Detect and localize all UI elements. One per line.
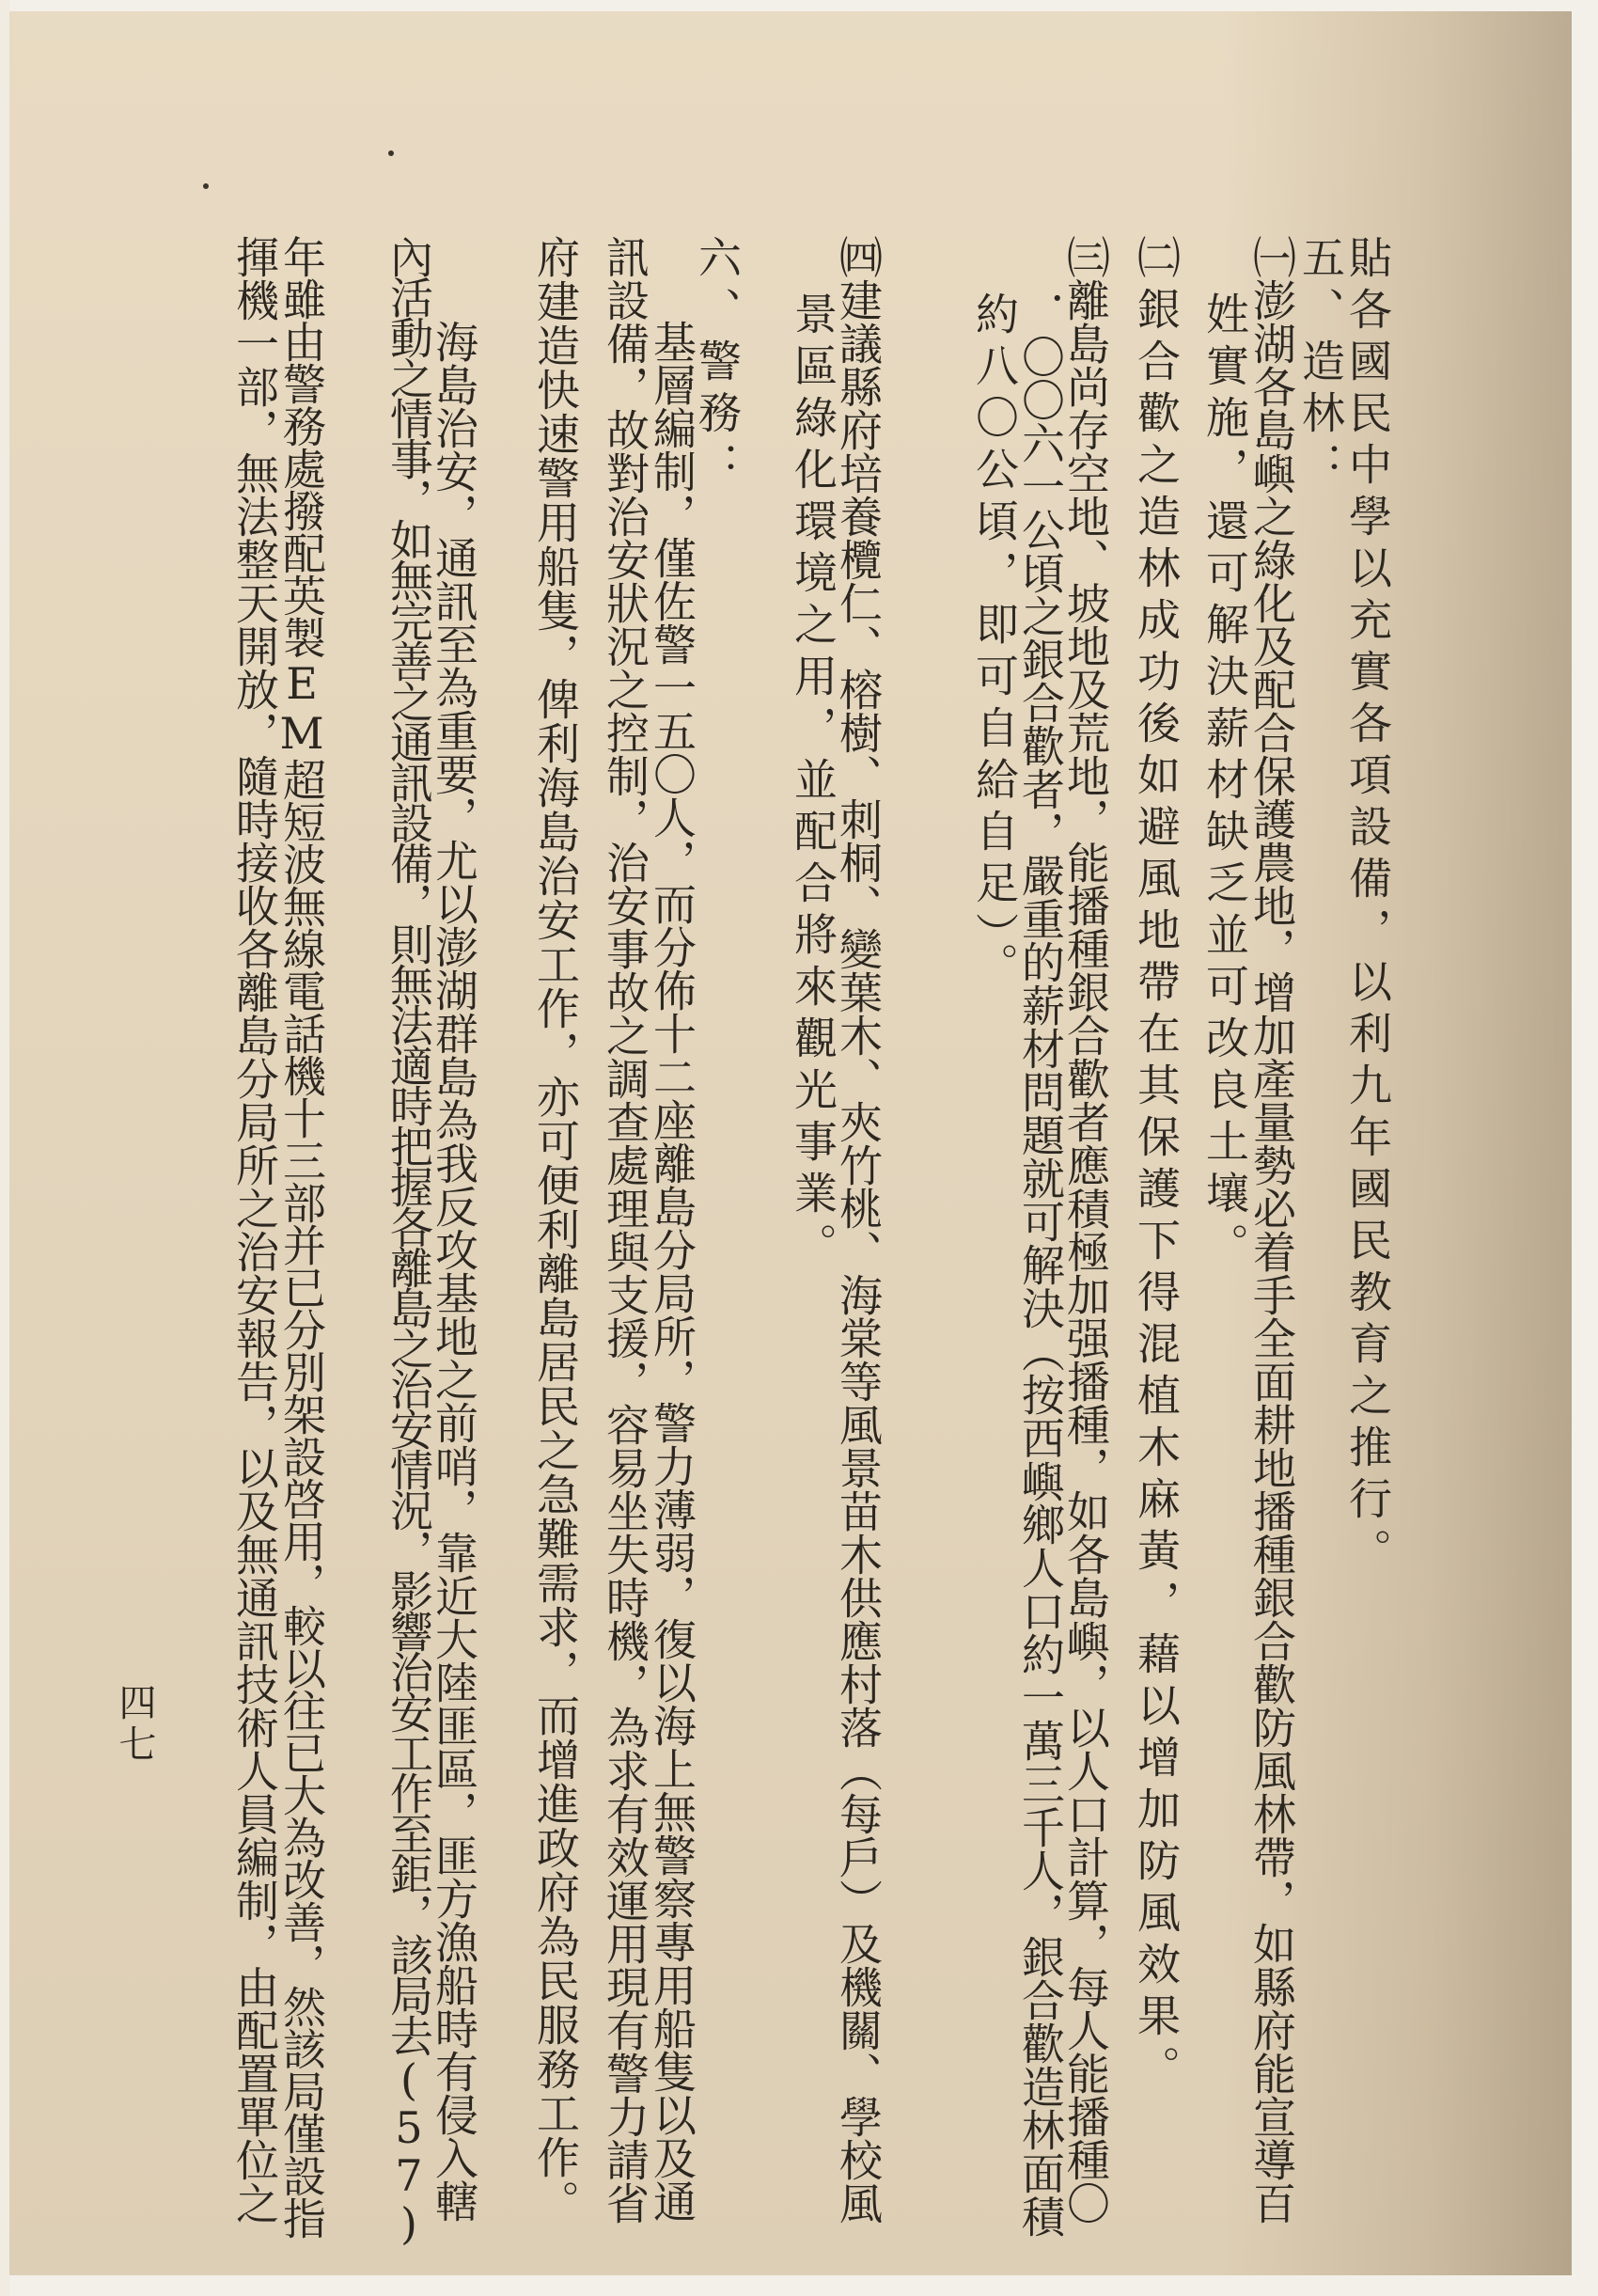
text-line: 貼各國民中學以充實各項設備，以利九年國民教育之推行。 [1342, 235, 1393, 1580]
text-line: 景區綠化環境之用，並配合將來觀光事業。 [788, 291, 838, 1274]
text-line: ㈠澎湖各島嶼之綠化及配合保護農地，增加產量勢必着手全面耕地播種銀合歡防風林帶，如縣府能宣導百 [1246, 235, 1297, 2225]
page-number: 四七 [113, 1683, 156, 1766]
text-line: ㈣建議縣府培養欖仁、榕樹、刺桐、變葉木、夾竹桃、海棠等風景苗木供應村落（每戶）及機關、學校風 [833, 235, 884, 2225]
text-line: 訊設備，故對治安狀況之控制，治安事故之調查處理與支援，容易坐失時機，為求有效運用現有警力請省 [600, 235, 650, 2225]
scan-border-bottom [0, 2275, 1598, 2296]
scan-border-top [0, 0, 1598, 11]
ink-speck [203, 183, 209, 189]
scan-border-right [1572, 0, 1598, 2296]
section-heading-afforestation: 五、造林： [1295, 235, 1346, 494]
text-line: 府建造快速警用船隻，俾利海島治安工作，亦可便利離島居民之急難需求，而增進政府為民服務工作。 [530, 235, 581, 2224]
text-line: 海島治安，通訊至為重要，尤以澎湖群島為我反攻基地之前哨，靠近大陸匪區，匪方漁船時有侵入轄 [429, 320, 479, 2223]
scan-border-left [0, 0, 9, 2296]
text-line: ．〇〇六一公頃之銀合歡者，嚴重的薪材問題就可解決（按西嶼鄉人口約一萬三千人，銀合歡造林面積 [1015, 291, 1066, 2238]
text-line: 基層編制，僅佐警一五〇人，而分佈十二座離島分局所，警力薄弱，復以海上無警察專用船隻以及通 [647, 320, 697, 2223]
text-line: ㈢離島尚存空地、坡地及荒地，能播種銀合歡者應積極加强播種，如各島嶼，以人口計算，每人能播種〇 [1060, 235, 1111, 2225]
text-line: 約八〇公頃，即可自給自足）。 [969, 291, 1020, 994]
text-line: ㈡銀合歡之造林成功後如避風地帶在其保護下得混植木麻黃，藉以增加防風效果。 [1131, 235, 1182, 2097]
ink-speck [388, 150, 394, 156]
text-line: 年雖由警務處撥配英製EM超短波無線電話機十三部并已分別架設啓用，較以往已大為改善，然該局僅設指 [276, 235, 327, 2239]
text-line: 姓實施，還可解決薪材缺乏並可改良土壤。 [1199, 291, 1250, 1274]
text-line: 內活動之情事，如無完善之通訊設備，則無法適時把握各離島之治安情況，影響治安工作至鉅，該局去(57) [384, 235, 434, 2246]
section-heading-police: 六、警務： [692, 235, 743, 494]
text-line: 揮機一部，無法整天開放，隨時接收各離島分局所之治安報告，以及無通訊技術人員編制，由配置單位之 [229, 235, 280, 2225]
